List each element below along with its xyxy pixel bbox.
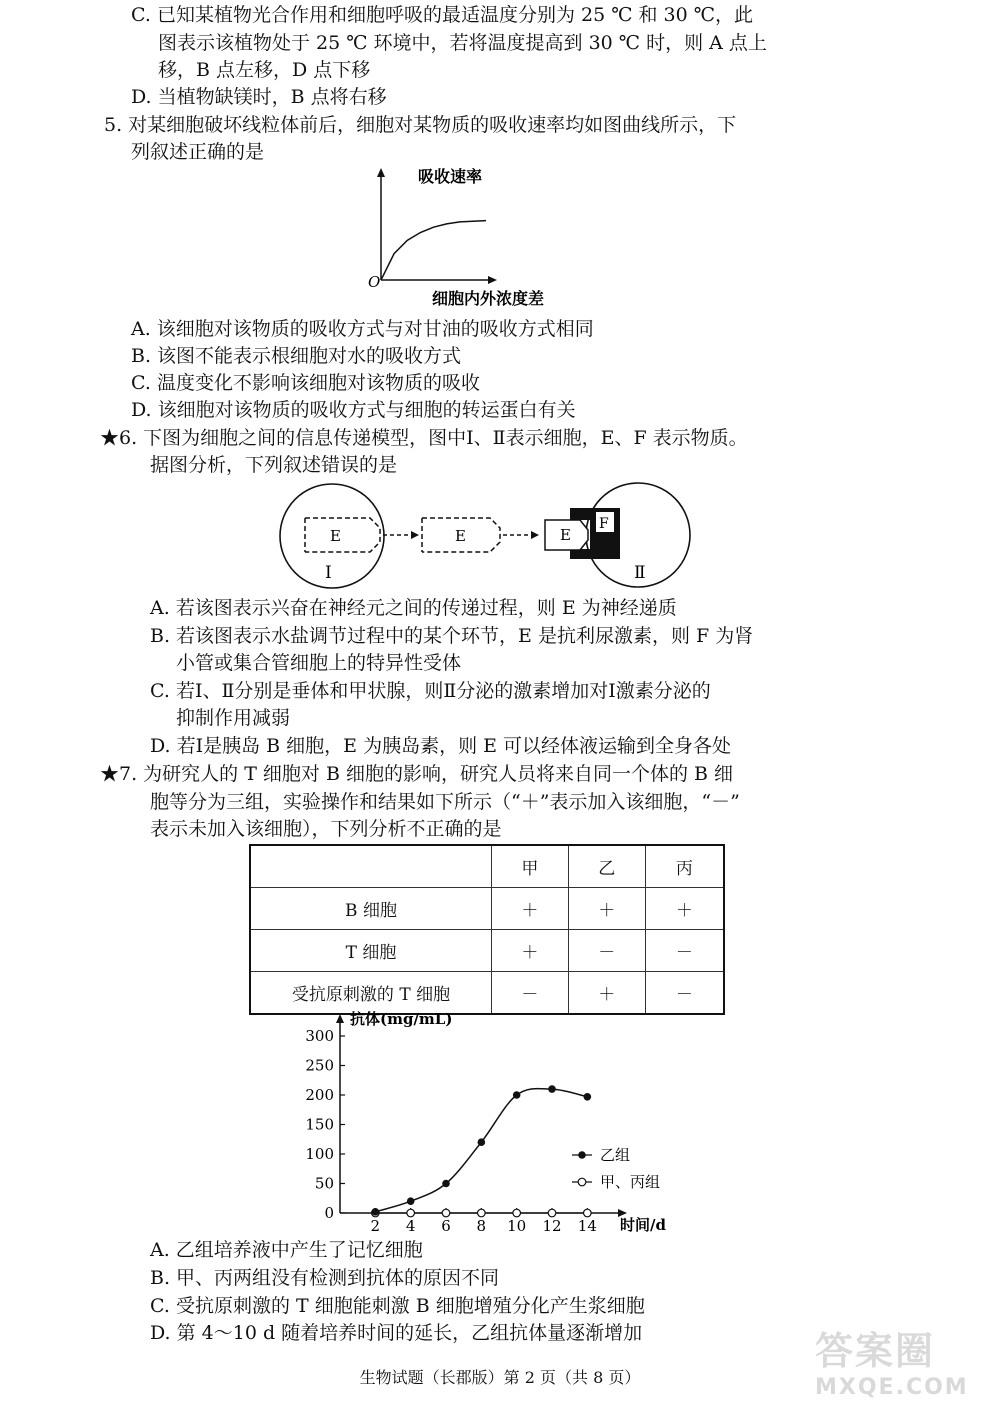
y-tick-label: 50: [314, 1174, 334, 1193]
legend-jia-bing-label: 甲、丙组: [600, 1173, 661, 1191]
table-cell: ＋: [492, 930, 569, 972]
legend-yi-label: 乙组: [600, 1146, 631, 1164]
jia-bing-point: [548, 1209, 556, 1217]
yi-group-point: [584, 1093, 592, 1101]
table-header-cell: 乙: [568, 845, 645, 888]
yi-group-point: [442, 1180, 450, 1188]
table-cell: B 细胞: [250, 888, 492, 930]
e-vesicle-1: [305, 518, 380, 552]
q7-stem-line3: 表示未加入该细胞），下列分析不正确的是: [150, 818, 502, 840]
yi-group-point: [372, 1208, 380, 1216]
q5-y-label: 吸收速率: [418, 167, 483, 186]
q7-option-d: D. 第 4～10 d 随着培养时间的延长，乙组抗体量逐渐增加: [150, 1322, 643, 1344]
watermark-small: MXQE.COM: [815, 1375, 969, 1400]
legend-open-marker: [578, 1178, 586, 1186]
q4-option-c-line3: 移，B 点左移，D 点下移: [158, 59, 371, 81]
antibody-x-label: 时间/d: [620, 1216, 666, 1234]
y-tick-label: 150: [305, 1115, 334, 1134]
y-tick-label: 100: [305, 1145, 334, 1163]
x-tick-label: 8: [476, 1217, 487, 1235]
y-tick-label: 250: [305, 1056, 334, 1075]
yi-group-point: [513, 1091, 521, 1099]
table-header-cell: [250, 845, 492, 888]
q6-signal-diagram: [270, 478, 710, 596]
q5-y-arrow: [377, 168, 385, 177]
q6-option-b-line2: 小管或集合管细胞上的特异性受体: [176, 652, 462, 674]
q6-option-d: D. 若Ⅰ是胰岛 B 细胞，E 为胰岛素，则 E 可以经体液运输到全身各处: [150, 735, 732, 757]
q6-option-b-line1: B. 若该图表示水盐调节过程中的某个环节，E 是抗利尿激素，则 F 为肾: [150, 625, 754, 647]
y-tick-label: 0: [324, 1204, 334, 1222]
table-cell: －: [492, 972, 569, 1015]
x-tick-label: 10: [507, 1217, 527, 1235]
table-cell: ＋: [568, 888, 645, 930]
x-tick-label: 6: [441, 1217, 451, 1235]
yi-group-point: [478, 1138, 486, 1146]
jia-bing-point: [513, 1209, 521, 1217]
watermark-logo: [815, 1320, 969, 1400]
q5-absorption-curve: [381, 221, 486, 280]
q5-option-a: A. 该细胞对该物质的吸收方式与对甘油的吸收方式相同: [131, 318, 594, 340]
q5-stem-line2: 列叙述正确的是: [131, 141, 265, 163]
q5-stem-line1: 5. 对某细胞破坏线粒体前后，细胞对某物质的吸收速率均如图曲线所示，下: [104, 114, 737, 136]
q6-option-a: A. 若该图表示兴奋在神经元之间的传递过程，则 E 为神经递质: [150, 597, 677, 619]
yi-group-curve: [375, 1089, 587, 1212]
table-cell: ＋: [492, 888, 569, 930]
yi-group-point: [407, 1197, 415, 1205]
q6-option-c-line1: C. 若Ⅰ、Ⅱ分别是垂体和甲状腺，则Ⅱ分泌的激素增加对Ⅰ激素分泌的: [150, 680, 711, 702]
x-tick-label: 12: [542, 1217, 562, 1235]
arrow-2-head: [531, 531, 539, 539]
antibody-y-label: 抗体(mg/mL): [350, 1010, 453, 1028]
table-header-row: [250, 845, 724, 888]
antibody-y-arrow: [336, 1014, 344, 1023]
e-label-1: E: [330, 527, 341, 545]
q5-option-c: C. 温度变化不影响该细胞对该物质的吸收: [131, 372, 480, 394]
watermark-big: 答案圈: [815, 1329, 936, 1373]
q7-stem-line1: ★7. 为研究人的 T 细胞对 B 细胞的影响，研究人员将来自同一个体的 B 细: [100, 763, 734, 785]
table-cell: －: [645, 972, 724, 1015]
page-footer: 生物试题（长郡版）第 2 页（共 8 页）: [359, 1368, 641, 1387]
table-header-cell: 甲: [492, 845, 569, 888]
q6-stem-line2: 据图分析，下列叙述错误的是: [150, 454, 398, 476]
x-tick-label: 14: [577, 1217, 597, 1235]
table-cell: 受抗原刺激的 T 细胞: [250, 972, 492, 1015]
x-tick-label: 4: [405, 1217, 416, 1235]
q7-option-b: B. 甲、丙两组没有检测到抗体的原因不同: [150, 1267, 500, 1289]
e-label-3: E: [560, 526, 571, 544]
cell-1-label: Ⅰ: [325, 563, 332, 583]
q7-option-c: C. 受抗原刺激的 T 细胞能刺激 B 细胞增殖分化产生浆细胞: [150, 1295, 645, 1317]
y-tick-label: 200: [305, 1086, 334, 1104]
q6-option-c-line2: 抑制作用减弱: [176, 707, 291, 729]
q4-option-c-line2: 图表示该植物处于 25 ℃ 环境中，若将温度提高到 30 ℃ 时，则 A 点上: [158, 32, 767, 54]
q5-option-d: D. 该细胞对该物质的吸收方式与细胞的转运蛋白有关: [131, 399, 576, 421]
q5-x-arrow: [488, 276, 497, 284]
f-label: F: [599, 516, 609, 532]
cell-2-label: Ⅱ: [634, 563, 646, 583]
jia-bing-point: [478, 1209, 486, 1217]
table-cell: ＋: [568, 972, 645, 1015]
q6-stem-line1: ★6. 下图为细胞之间的信息传递模型，图中Ⅰ、Ⅱ表示细胞，E、F 表示物质。: [100, 427, 748, 449]
jia-bing-point: [442, 1209, 450, 1217]
q7-antibody-chart: [290, 1005, 710, 1237]
table-cell: T 细胞: [250, 930, 492, 972]
x-tick-label: 2: [370, 1217, 381, 1235]
jia-bing-point: [584, 1209, 592, 1217]
table-header-cell: 丙: [645, 845, 724, 888]
table-cell: －: [645, 930, 724, 972]
arrow-1-head: [411, 531, 419, 539]
table-cell: －: [568, 930, 645, 972]
table-cell: ＋: [645, 888, 724, 930]
e-label-2: E: [455, 527, 466, 545]
q4-option-d: D. 当植物缺镁时，B 点将右移: [131, 86, 387, 108]
q5-origin-label: O: [368, 273, 381, 291]
y-tick-label: 300: [305, 1027, 334, 1045]
q7-stem-line2: 胞等分为三组，实验操作和结果如下所示（“＋”表示加入该细胞，“－”: [150, 791, 740, 813]
yi-group-point: [548, 1085, 556, 1093]
table-row: [250, 930, 724, 972]
q4-option-c-line1: C. 已知某植物光合作用和细胞呼吸的最适温度分别为 25 ℃ 和 30 ℃，此: [131, 4, 754, 26]
jia-bing-point: [407, 1209, 415, 1217]
q7-experiment-table: [249, 844, 725, 1015]
q7-option-a: A. 乙组培养液中产生了记忆细胞: [150, 1239, 423, 1261]
q5-x-label: 细胞内外浓度差: [432, 289, 545, 308]
q5-absorption-graph: [360, 160, 610, 310]
q5-option-b: B. 该图不能表示根细胞对水的吸收方式: [131, 345, 462, 367]
table-row: [250, 888, 724, 930]
